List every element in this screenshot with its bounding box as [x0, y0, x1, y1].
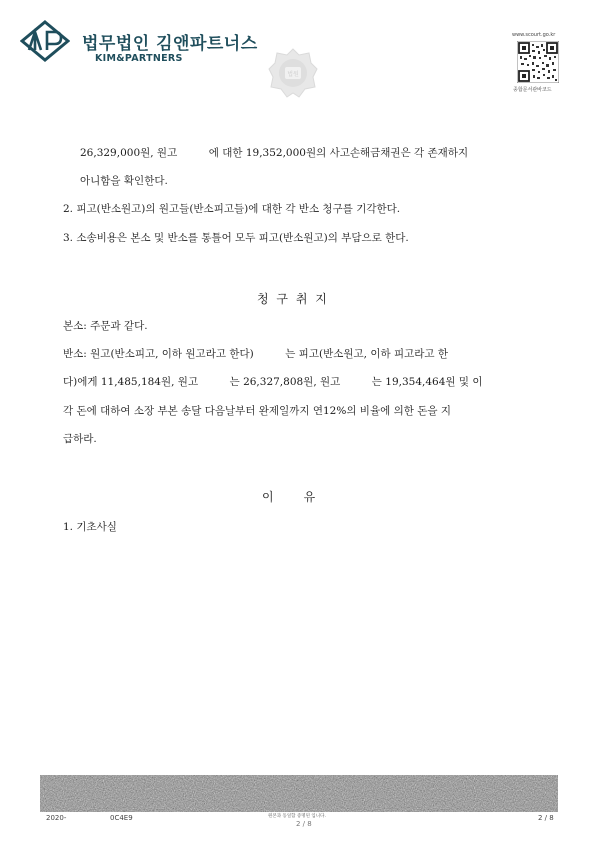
- firm-name-english: KIM&PARTNERS: [95, 53, 183, 64]
- firm-logo-icon: [20, 20, 70, 62]
- ruling-item-2: 2. 피고(반소원고)의 원고들(반소피고들)에 대한 각 반소 청구를 기각한다.: [63, 203, 401, 215]
- ruling-item-3: 3. 소송비용은 본소 및 반소를 통틀어 모두 피고(반소원고)의 부담으로 한다.: [63, 232, 409, 244]
- footer-case-code: 2020-: [46, 814, 67, 822]
- reason-heading: 이 유: [262, 490, 318, 504]
- court-seal-icon: [265, 45, 321, 101]
- footer-page-number: 2 / 8: [538, 814, 554, 822]
- firm-name-korean: 법무법인 김앤파트너스: [82, 34, 258, 54]
- claim-line-counter-3: 각 돈에 대하여 소장 부본 송달 다음날부터 완제일까지 연12%의 비율에 의한 돈을 지: [63, 405, 451, 417]
- barcode-label: 종합문서관바코드: [513, 87, 552, 93]
- footer-certification-note: 원본과 동일함 증명된 입니다.: [268, 814, 326, 819]
- qr-code-icon: [517, 41, 559, 83]
- footer-security-pattern: [40, 775, 558, 812]
- claim-line-main: 본소: 주문과 같다.: [63, 320, 148, 332]
- body-line-1: 26,329,000원, 원고 에 대한 19,352,000원의 사고손해금채권은 각 존재하지: [80, 147, 469, 159]
- claim-line-counter-1: 반소: 원고(반소피고, 이하 원고라고 한다) 는 피고(반소원고, 이하 피고라고 한: [63, 348, 448, 360]
- footer-page-center: 2 / 8: [296, 820, 312, 828]
- body-line-2: 아니함을 확인한다.: [80, 175, 168, 187]
- court-url: www.scourt.go.kr: [512, 32, 556, 38]
- claim-line-counter-4: 급하라.: [63, 433, 97, 445]
- seal-text: 법원: [287, 71, 299, 78]
- claim-heading: 청 구 취 지: [257, 292, 329, 306]
- footer-doc-code: 0C4E9: [110, 814, 133, 822]
- section-1-title: 1. 기초사실: [63, 521, 117, 533]
- claim-line-counter-2: 다)에게 11,485,184원, 원고 는 26,327,808원, 원고 는 19,354,464원 및 이: [63, 376, 483, 388]
